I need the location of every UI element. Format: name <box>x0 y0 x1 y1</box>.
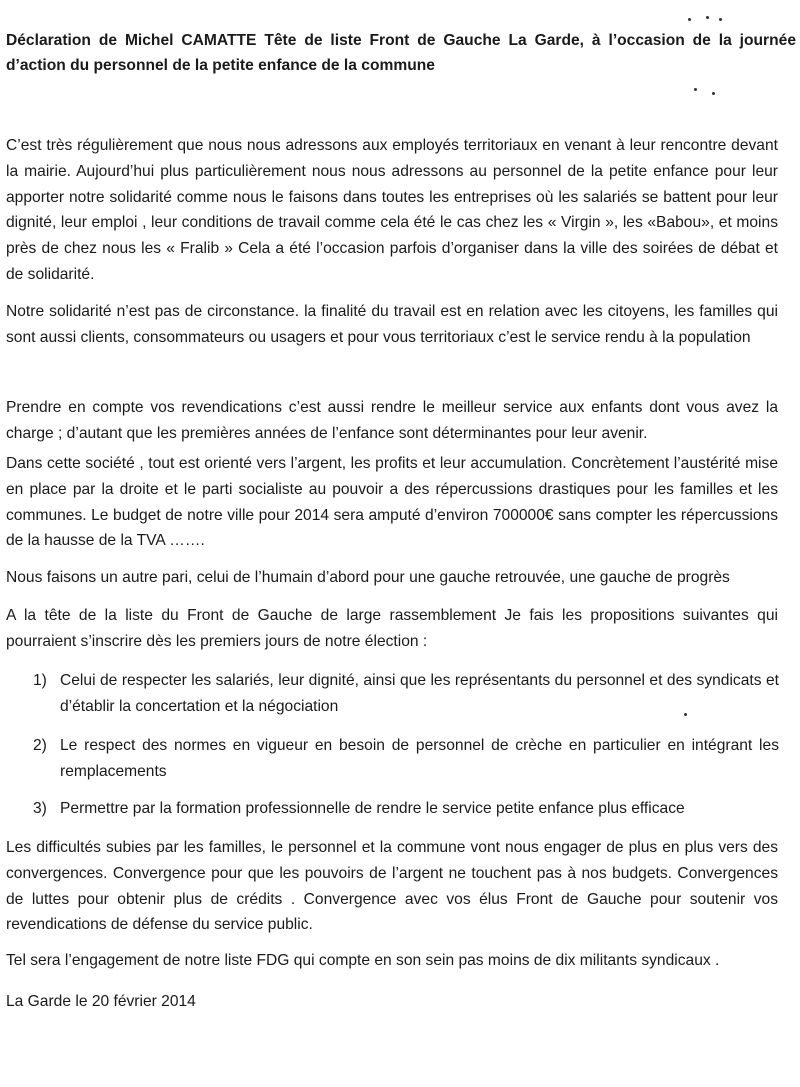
paragraph-commitment: Tel sera l’engagement de notre liste FDG qui compte en son sein pas moins de dix militants syndicaux . <box>6 952 720 969</box>
scan-speck <box>712 92 715 95</box>
scan-speck <box>706 16 709 19</box>
signature-date: La Garde le 20 février 2014 <box>6 993 196 1010</box>
scan-speck <box>688 18 691 21</box>
list-text: Le respect des normes en vigueur en besoin de personnel de crèche en particulier en intégrant les remplacements <box>60 737 779 780</box>
list-item <box>33 733 779 785</box>
scan-speck <box>694 88 697 91</box>
document-title: Déclaration de Michel CAMATTE Tête de liste Front de Gauche La Garde, à l’occasion de la journée d’action du personnel de la petite enfance de la commune <box>6 32 796 74</box>
list-number: 3) <box>33 800 47 817</box>
scan-speck <box>719 18 722 21</box>
paragraph-austerity: Dans cette société , tout est orienté vers l’argent, les profits et leur accumulation. Concrètement l’austérité mise en place par la droite et le parti socialiste au pouvoir a des répercussions drastiques pour les familles et les communes. Le budget de notre ville pour 2014 sera amputé d’environ 700000€ sans compter les répercussions de la hausse de la TVA ……. <box>6 455 778 550</box>
paragraph-intro: C’est très régulièrement que nous nous adressons aux employés territoriaux en venant à leur rencontre devant la mairie. Aujourd’hui plus particulièrement nous nous adressons au personnel de la petite enfance pour leur apporter notre solidarité comme nous le faisons dans toutes les entreprises où les salariés se battent pour leur dignité, leur emploi , leur conditions de travail comme cela été le cas chez les « Virgin », les «Babou», et moins près de chez nous les « Fralib » Cela a été l’occasion parfois d’organiser dans la ville des soirées de débat et de solidarité. <box>6 137 778 283</box>
paragraph-demands: Prendre en compte vos revendications c’est aussi rendre le meilleur service aux enfants dont vous avez la charge ; d’autant que les premières années de l’enfance sont déterminantes pour leur avenir. <box>6 399 778 442</box>
paragraph-proposals-intro: A la tête de la liste du Front de Gauche de large rassemblement Je fais les propositions suivantes qui pourraient s’inscrire dès les premiers jours de notre élection : <box>6 607 778 650</box>
paragraph-solidarity: Notre solidarité n’est pas de circonstance. la finalité du travail est en relation avec les citoyens, les familles qui sont aussi clients, consommateurs ou usagers et pour vous territoriaux c’est le service rendu à la population <box>6 303 778 346</box>
paragraph-convergences: Les difficultés subies par les familles, le personnel et la commune vont nous engager de plus en plus vers des convergences. Convergence pour que les pouvoirs de l’argent ne touchent pas à nos budgets. Convergences de luttes pour obtenir plus de crédits . Convergence avec vos élus Front de Gauche pour soutenir vos revendications de défense du service public. <box>6 839 778 934</box>
list-number: 1) <box>33 672 47 689</box>
list-item <box>33 668 779 720</box>
list-text: Celui de respecter les salariés, leur dignité, ainsi que les représentants du personnel et des syndicats et d’établir la concertation et la négociation <box>60 672 779 715</box>
list-item <box>33 796 779 822</box>
list-text: Permettre par la formation professionnelle de rendre le service petite enfance plus efficace <box>60 800 685 817</box>
list-number: 2) <box>33 737 47 754</box>
paragraph-wager: Nous faisons un autre pari, celui de l’humain d’abord pour une gauche retrouvée, une gauche de progrès <box>6 569 730 586</box>
